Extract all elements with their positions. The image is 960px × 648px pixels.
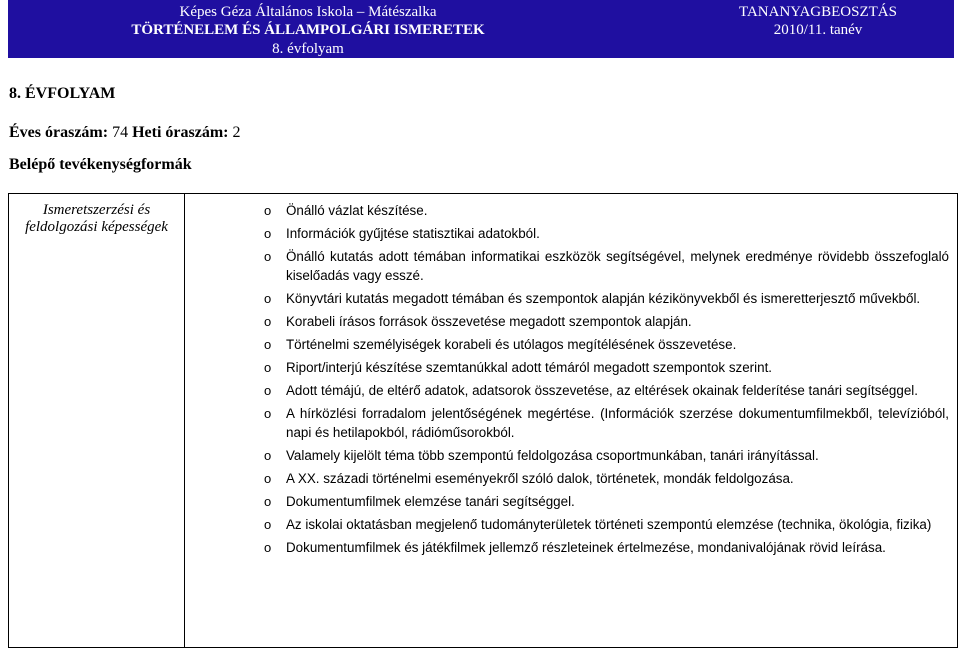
school-name: Képes Géza Általános Iskola – Mátészalka — [179, 4, 437, 20]
activity-text: Könyvtári kutatás megadott témában és szempontok alapján kézikönyvekből és ismeretterjesztő művekből. — [286, 291, 921, 306]
activity-text: Önálló kutatás adott témában informatikai eszközök segítségével, melynek eredménye rövidebb összefoglaló kiselőadás vagy esszé. — [286, 249, 949, 283]
activity-text: Korabeli írásos források összevetése megadott szempontok alapján. — [286, 314, 692, 329]
activity-text: Valamely kijelölt téma több szempontú feldolgozása csoportmunkában, tanári irányítással. — [286, 448, 819, 463]
activity-text: Riport/interjú készítése szemtanúkkal adott témáról megadott szempontok szerint. — [286, 360, 773, 375]
bullet-marker: o — [264, 226, 272, 241]
weekly-hours-value: 2 — [232, 124, 241, 141]
bullet-marker: o — [264, 540, 272, 555]
activity-text: Dokumentumfilmek és játékfilmek jellemző részleteinek értelmezése, mondanivalójának rövid leírása. — [286, 540, 886, 555]
document-header — [8, 0, 954, 58]
activity-item — [204, 201, 949, 220]
activity-item — [204, 538, 949, 557]
activity-text: A hírközlési forradalom jelentőségének megértése. (Információk szerzése dokumentumfilmekből, televízióból, napi és hetilapokból, rádióműsorokból. — [286, 406, 949, 440]
activities-table — [8, 193, 958, 648]
activity-text: A XX. századi történelmi eseményekről szóló dalok, történetek, mondák feldolgozása. — [286, 471, 794, 486]
grade-title: 8. ÉVFOLYAM — [9, 85, 116, 102]
activity-text: Dokumentumfilmek elemzése tanári segítséggel. — [286, 494, 575, 509]
activity-text: Adott témájú, de eltérő adatok, adatsorok összevetése, az eltérések okainak felderítése tanári segítséggel. — [286, 383, 918, 398]
column-divider — [184, 194, 185, 647]
activity-item — [204, 335, 949, 354]
activity-item — [204, 312, 949, 331]
activity-text: Az iskolai oktatásban megjelenő tudományterületek történeti szempontú elemzése (technika, ökológia, fizika) — [286, 517, 932, 532]
activity-item — [204, 404, 949, 442]
annual-hours-label: Éves óraszám: — [9, 124, 109, 141]
hours-line — [9, 124, 241, 142]
bullet-marker: o — [264, 406, 272, 421]
activity-item — [204, 289, 949, 308]
activity-item — [204, 224, 949, 243]
activity-text: Önálló vázlat készítése. — [286, 203, 428, 218]
subject-name: TÖRTÉNELEM ÉS ÁLLAMPOLGÁRI ISMERETEK — [131, 22, 485, 38]
annual-hours-value: 74 — [112, 124, 129, 141]
activity-item — [204, 492, 949, 511]
activity-item — [204, 247, 949, 285]
activity-item — [204, 469, 949, 488]
activity-item — [204, 446, 949, 465]
school-year: 2010/11. tanév — [773, 22, 863, 38]
activity-item — [204, 358, 949, 377]
bullet-marker: o — [264, 249, 272, 264]
bullet-marker: o — [264, 517, 272, 532]
weekly-hours-label: Heti óraszám: — [132, 124, 229, 141]
skill-category-cell: Ismeretszerzési és feldolgozási képességek — [25, 202, 168, 235]
bullet-marker: o — [264, 494, 272, 509]
grade-label: 8. évfolyam — [272, 41, 344, 57]
bullet-marker: o — [264, 314, 272, 329]
activity-text: Történelmi személyiségek korabeli és utólagos megítélésének összevetése. — [286, 337, 737, 352]
bullet-marker: o — [264, 471, 272, 486]
bullet-marker: o — [264, 337, 272, 352]
activity-item — [204, 515, 949, 534]
activities-title: Belépő tevékenységformák — [9, 156, 192, 173]
bullet-marker: o — [264, 203, 272, 218]
document-type: TANANYAGBEOSZTÁS — [739, 4, 897, 20]
activity-item — [204, 381, 949, 400]
bullet-marker: o — [264, 448, 272, 463]
bullet-marker: o — [264, 383, 272, 398]
activity-list — [204, 201, 949, 561]
bullet-marker: o — [264, 291, 272, 306]
activity-text: Információk gyűjtése statisztikai adatokból. — [286, 226, 540, 241]
bullet-marker: o — [264, 360, 272, 375]
